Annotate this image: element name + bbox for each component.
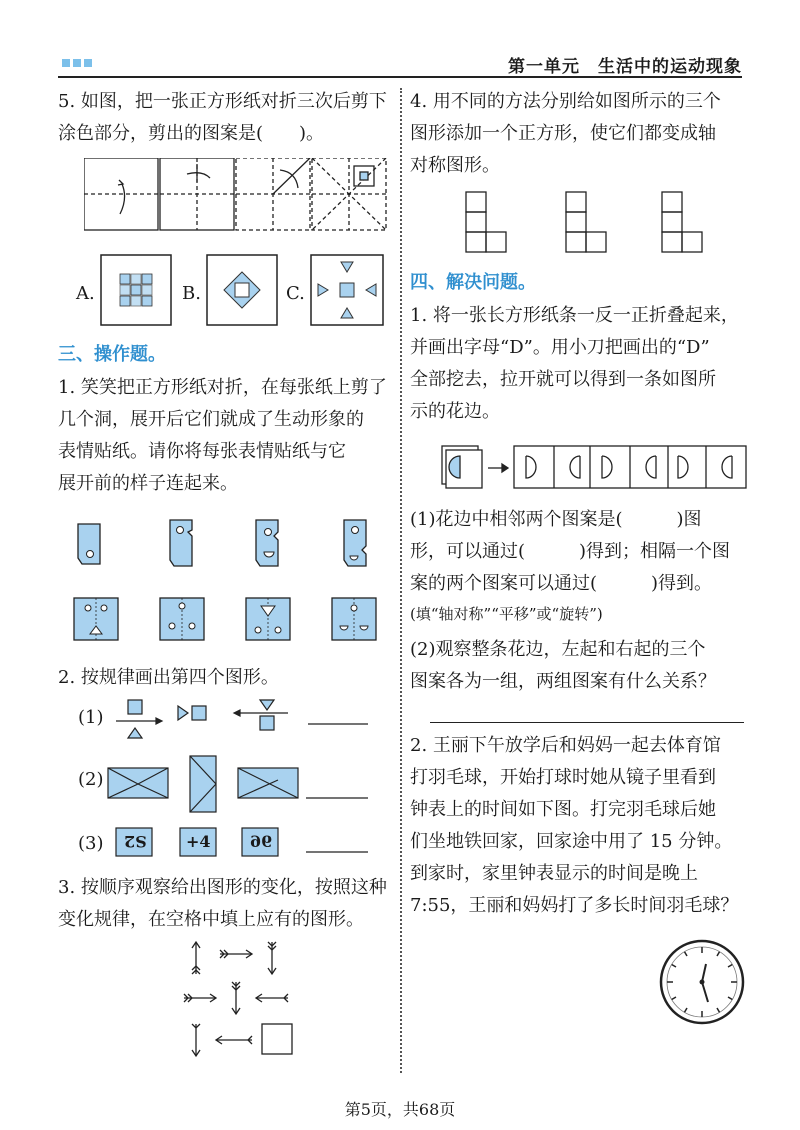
page-footer: 第5页，共68页 <box>344 1100 456 1119</box>
pattern-label-2: (2) <box>78 769 104 790</box>
p2-line1: 2. 王丽下午放学后和妈妈一起去体育馆 <box>410 735 721 756</box>
problem-1-sub-1 <box>410 504 750 600</box>
p2-line6: 7:55，王丽和妈妈打了多长时间羽毛球？ <box>410 895 739 916</box>
p1-line2: 并画出字母“D”。用小刀把画出的“D” <box>410 337 710 358</box>
p2-line4: 们坐地铁回家，回家途中用了 15 分钟。 <box>410 831 733 852</box>
problem-1-sub-2 <box>410 634 750 698</box>
q4-line2: 图形添加一个正方形，使它们都变成轴 <box>410 123 716 144</box>
p1-sub2-line1: (2)观察整条花边，左起和右起的三个 <box>410 639 706 660</box>
op1-line2: 几个洞，展开后它们就成了生动形象的 <box>58 409 364 430</box>
p2-line5: 到家时，家里钟表显示的时间是晚上 <box>410 863 698 884</box>
folding-steps-figure <box>84 158 394 232</box>
op1-line1: 1. 笑笑把正方形纸对折，在每张纸上剪了 <box>58 377 387 398</box>
l-shapes-figure[interactable] <box>460 190 720 256</box>
p1-line1: 1. 将一张长方形纸条一反一正折叠起来， <box>410 305 739 326</box>
p1-sub1-line1: (1)花边中相邻两个图案是( )图 <box>410 509 702 530</box>
page-header <box>58 52 742 78</box>
p2-line2: 打羽毛球，开始打球时她从镜子里看到 <box>410 767 716 788</box>
pattern-row-1-figure <box>110 694 370 750</box>
p1-sub2-line2: 图案各为一组，两组图案有什么关系？ <box>410 671 716 692</box>
lace-strip-figure <box>440 438 750 494</box>
header-decoration <box>62 59 92 67</box>
q4-line3: 对称图形。 <box>410 155 500 176</box>
problem-1 <box>410 300 750 428</box>
option-c-label[interactable]: C. <box>286 283 305 304</box>
pattern-label-3: (3) <box>78 833 104 854</box>
p1-sub1-line2: 形，可以通过( )得到；相隔一个图 <box>410 541 731 562</box>
answer-line[interactable] <box>430 722 744 723</box>
unit-title: 第一单元 生活中的运动现象 <box>508 57 742 77</box>
op3-line1: 3. 按顺序观察给出图形的变化，按照这种 <box>58 877 387 898</box>
p1-line4: 示的花边。 <box>410 401 500 422</box>
op3-line2: 变化规律，在空格中填上应有的图形。 <box>58 909 364 930</box>
pattern-label-1: (1) <box>78 707 104 728</box>
op1-line4: 展开前的样子连起来。 <box>58 473 238 494</box>
pattern-row-3-boxes <box>114 826 378 862</box>
option-a-label[interactable]: A. <box>76 283 95 304</box>
pattern-3-text-2: +4 <box>186 832 211 851</box>
pattern-row-2-figure <box>106 754 376 814</box>
p2-line3: 钟表上的时间如下图。打完羽毛球后她 <box>410 799 716 820</box>
q5-line1: 5. 如图，把一张正方形纸对折三次后剪下 <box>58 91 387 112</box>
operation-question-3 <box>58 872 398 936</box>
problem-2 <box>410 730 750 922</box>
folded-papers-row[interactable] <box>72 518 392 570</box>
q5-line2: 涂色部分，剪出的图案是( )。 <box>58 123 325 144</box>
op1-line3: 表情贴纸。请你将每张表情贴纸与它 <box>58 441 346 462</box>
option-a-figure[interactable] <box>100 254 172 326</box>
mirror-clock-icon <box>658 938 746 1026</box>
unfolded-stickers-row[interactable] <box>72 596 392 644</box>
question-4 <box>410 86 750 182</box>
section-4-heading: 四、解决问题。 <box>410 272 536 293</box>
option-c-figure[interactable] <box>310 254 384 326</box>
question-5 <box>58 86 394 150</box>
pattern-3-text-3: 96 <box>250 832 273 851</box>
p1-hint: (填“轴对称”“平移”或“旋转”) <box>410 605 603 623</box>
section-3-heading: 三、操作题。 <box>58 344 166 365</box>
arrow-grid-figure[interactable] <box>176 938 296 1058</box>
option-b-figure[interactable] <box>206 254 278 326</box>
pattern-3-text-1: S2 <box>124 832 147 851</box>
column-divider <box>400 88 402 1073</box>
option-b-label[interactable]: B. <box>182 283 201 304</box>
p1-line3: 全部挖去，拉开就可以得到一条如图所 <box>410 369 716 390</box>
p1-sub1-line3: 案的两个图案可以通过( )得到。 <box>410 573 713 594</box>
operation-question-2: 2. 按规律画出第四个图形。 <box>58 667 279 688</box>
operation-question-1 <box>58 372 394 500</box>
q4-line1: 4. 用不同的方法分别给如图所示的三个 <box>410 91 721 112</box>
